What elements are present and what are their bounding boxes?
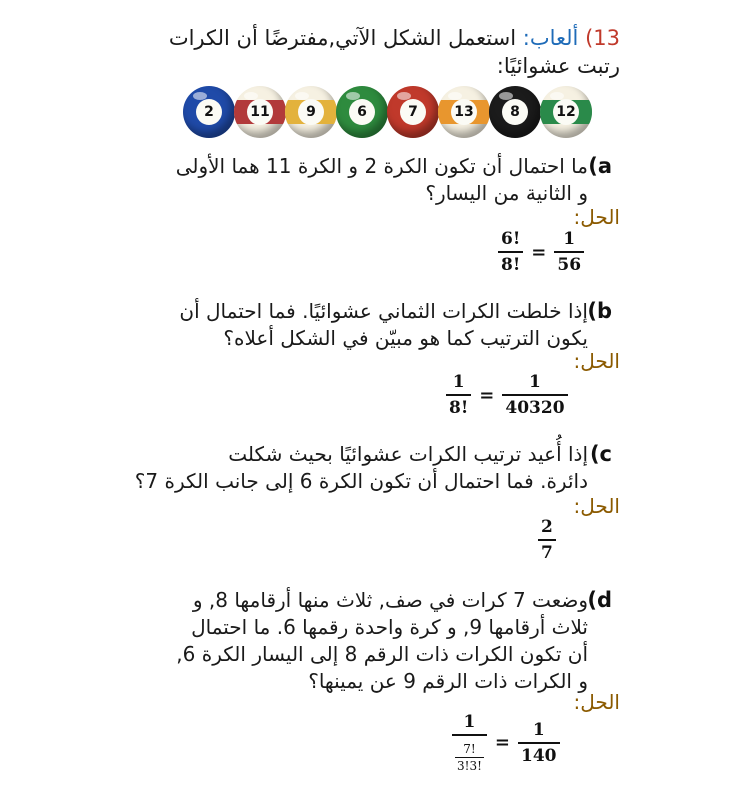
fraction-a-right bbox=[554, 229, 584, 275]
billiard-ball bbox=[540, 86, 592, 138]
ball-number: 11 bbox=[247, 99, 273, 125]
denominator: 7 bbox=[538, 539, 556, 563]
numerator: 1 bbox=[452, 372, 465, 392]
numerator: 1 bbox=[563, 229, 576, 249]
part-c-letter: c) bbox=[589, 442, 612, 466]
ball-highlight bbox=[193, 92, 207, 100]
ball-number: 8 bbox=[502, 99, 528, 125]
header-text-1: استعمل الشكل الآتي,مفترضًا أن الكرات bbox=[168, 26, 517, 50]
part-a-line-1: ما احتمال أن تكون الكرة 2 و الكرة 11 هما الأولى bbox=[175, 154, 588, 178]
billiard-ball bbox=[438, 86, 490, 138]
solution-label-d: الحل: bbox=[573, 690, 620, 714]
ball-highlight bbox=[499, 92, 513, 100]
nested-fraction bbox=[455, 742, 484, 773]
part-d bbox=[118, 587, 612, 695]
ball-highlight bbox=[346, 92, 360, 100]
problem-topic: ألعاب: bbox=[522, 26, 579, 50]
denominator: 140 bbox=[518, 742, 560, 766]
fraction-c bbox=[538, 517, 556, 563]
problem-number: 13) bbox=[585, 26, 620, 50]
solution-label-b: الحل: bbox=[573, 349, 620, 373]
part-a-line-2: و الثانية من اليسار؟ bbox=[425, 181, 588, 205]
ball-highlight bbox=[295, 92, 309, 100]
fraction-b-right bbox=[502, 372, 567, 418]
denominator: 40320 bbox=[502, 394, 567, 418]
answer-d bbox=[452, 712, 560, 773]
header-text-2: رتبت عشوائيًا: bbox=[496, 54, 620, 78]
solution-label-c: الحل: bbox=[573, 494, 620, 518]
billiard-ball bbox=[489, 86, 541, 138]
ball-number: 12 bbox=[553, 99, 579, 125]
part-a-letter: a) bbox=[588, 154, 612, 178]
part-d-line-3: أن تكون الكرات ذات الرقم 8 إلى اليسار الكرة 6, bbox=[176, 642, 588, 666]
solution-label-a: الحل: bbox=[573, 205, 620, 229]
denominator bbox=[452, 734, 487, 773]
part-c-line-2: دائرة. فما احتمال أن تكون الكرة 6 إلى جانب الكرة 7؟ bbox=[134, 469, 588, 493]
part-d-line-1: وضعت 7 كرات في صف, ثلاث منها أرقامها 8, و bbox=[192, 588, 588, 612]
nested-denominator: 3!3! bbox=[457, 759, 482, 773]
nested-numerator: 7! bbox=[463, 742, 476, 756]
billiard-ball bbox=[387, 86, 439, 138]
ball-number: 13 bbox=[451, 99, 477, 125]
part-a bbox=[118, 153, 612, 207]
billiard-balls-row bbox=[183, 86, 593, 138]
ball-highlight bbox=[550, 92, 564, 100]
fraction-b-left bbox=[446, 372, 471, 418]
denominator: 8! bbox=[446, 394, 471, 418]
ball-highlight bbox=[397, 92, 411, 100]
answer-c bbox=[538, 517, 556, 563]
fraction-a-left bbox=[498, 229, 523, 275]
ball-highlight bbox=[244, 92, 258, 100]
denominator: 56 bbox=[554, 251, 584, 275]
part-d-line-2: ثلاث أرقامها 9, و كرة واحدة رقمها 6. ما احتمال bbox=[191, 615, 588, 639]
part-c-line-1: إذا أُعيد ترتيب الكرات عشوائيًا بحيث شكلت bbox=[228, 442, 588, 466]
part-d-letter: d) bbox=[587, 588, 612, 612]
ball-number: 2 bbox=[196, 99, 222, 125]
part-b-line-1: إذا خلطت الكرات الثماني عشوائيًا. فما احتمال أن bbox=[179, 299, 588, 323]
denominator: 8! bbox=[498, 251, 523, 275]
part-c bbox=[118, 441, 612, 495]
numerator: 2 bbox=[541, 517, 553, 537]
part-b-line-2: يكون الترتيب كما هو مبيّن في الشكل أعلاه؟ bbox=[223, 326, 588, 350]
equals-sign: = bbox=[479, 384, 495, 406]
numerator: 6! bbox=[501, 229, 521, 249]
answer-b bbox=[446, 372, 568, 418]
ball-number: 9 bbox=[298, 99, 324, 125]
problem-header bbox=[160, 24, 620, 80]
answer-a bbox=[498, 229, 584, 275]
part-d-line-4: و الكرات ذات الرقم 9 عن يمينها؟ bbox=[308, 669, 588, 693]
billiard-ball bbox=[183, 86, 235, 138]
billiard-ball bbox=[285, 86, 337, 138]
header-line-1 bbox=[160, 24, 620, 52]
numerator: 1 bbox=[529, 372, 541, 392]
equals-sign: = bbox=[494, 732, 511, 753]
billiard-ball bbox=[336, 86, 388, 138]
part-b-letter: b) bbox=[587, 299, 612, 323]
ball-number: 6 bbox=[349, 99, 375, 125]
part-b bbox=[118, 298, 612, 352]
numerator: 1 bbox=[532, 719, 545, 740]
fraction-d-right bbox=[518, 720, 560, 766]
numerator: 1 bbox=[463, 712, 476, 732]
fraction-d-left bbox=[452, 712, 487, 773]
billiard-ball bbox=[234, 86, 286, 138]
ball-number: 7 bbox=[400, 99, 426, 125]
ball-highlight bbox=[448, 92, 462, 100]
equals-sign: = bbox=[531, 241, 547, 263]
